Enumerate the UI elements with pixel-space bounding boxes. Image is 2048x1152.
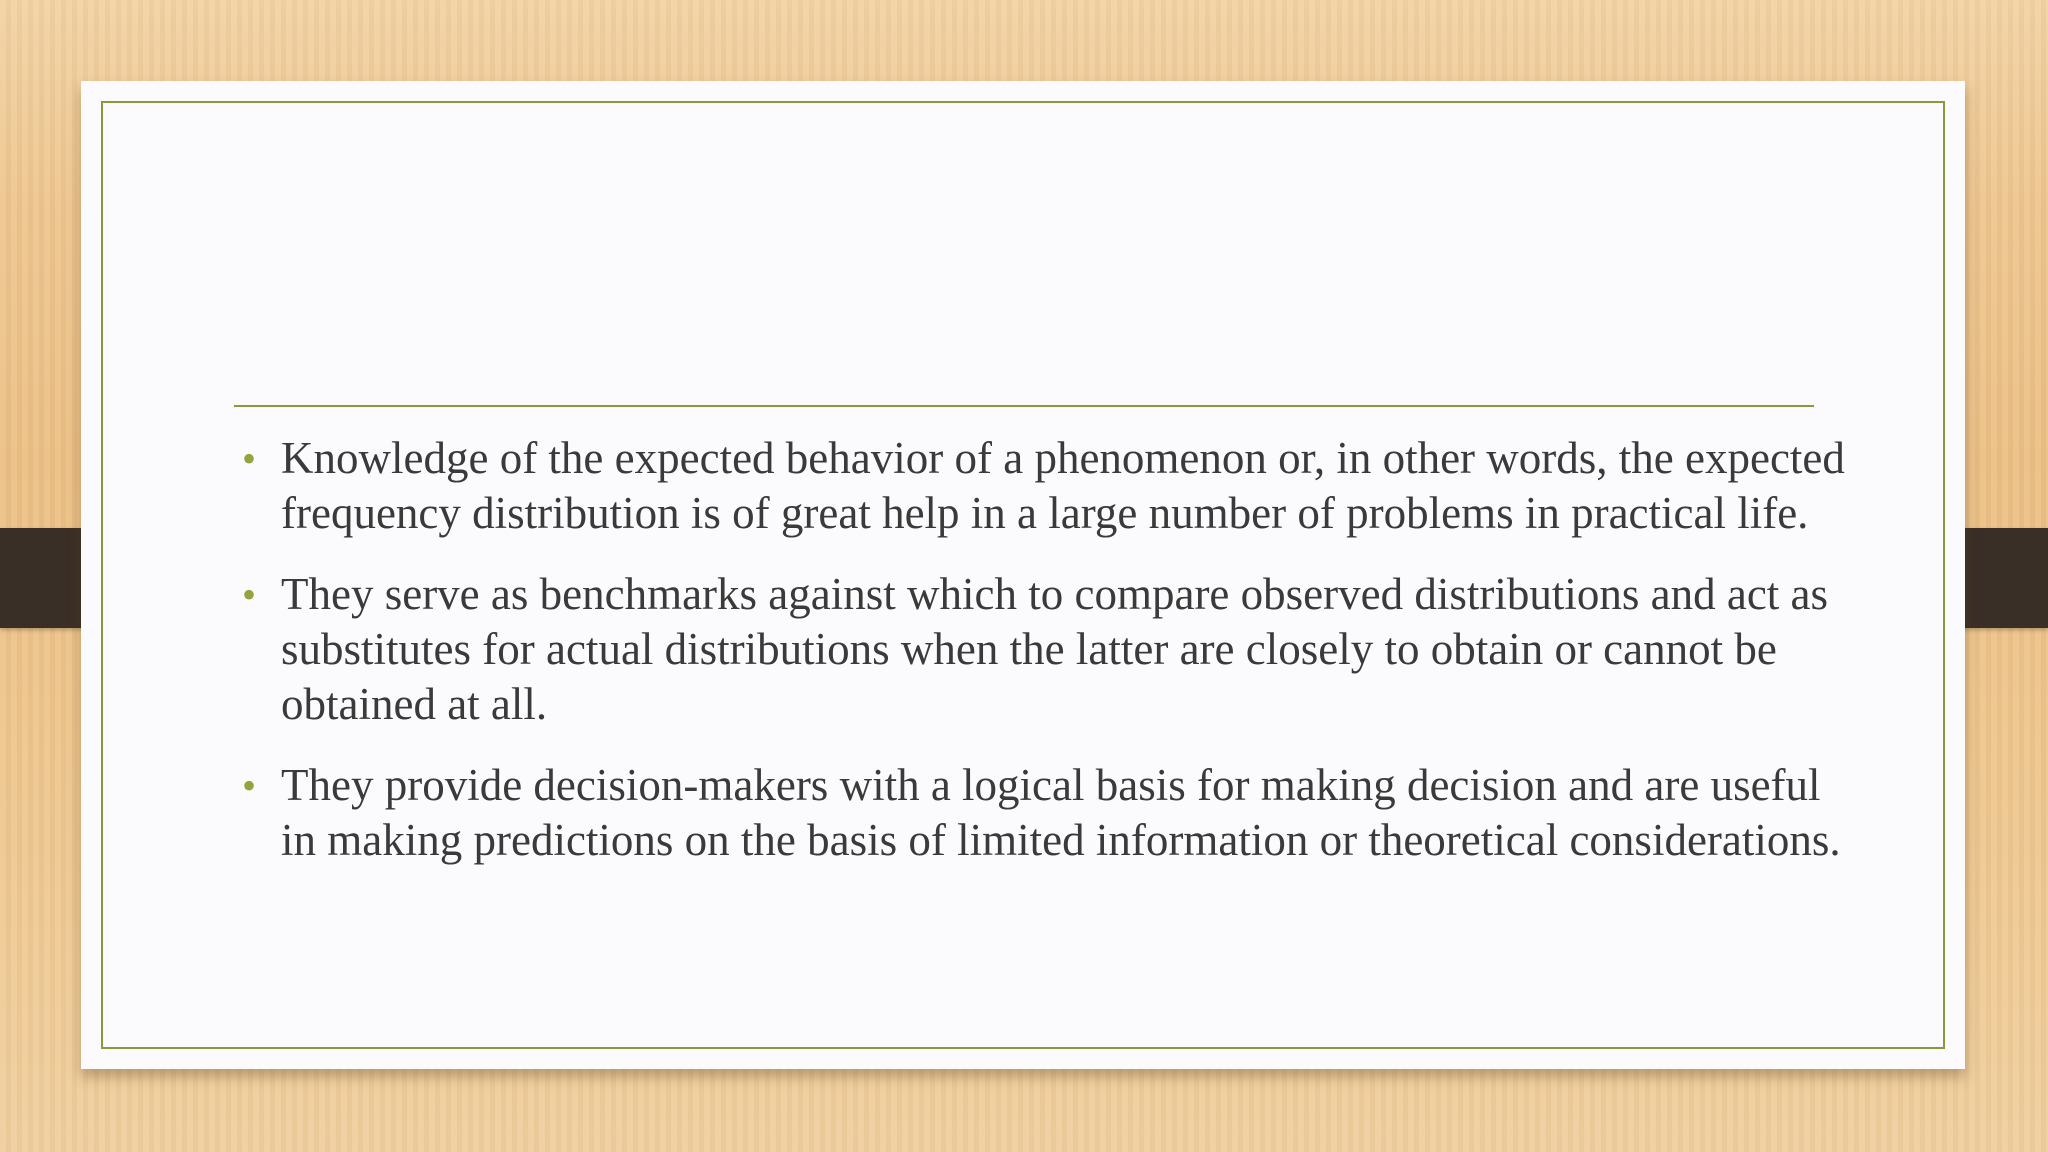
slide bbox=[81, 81, 1965, 1069]
bullet-item-1 bbox=[234, 431, 1854, 541]
bullet-text-1: Knowledge of the expected behavior of a phenomenon or, in other words, the expected frequency distribution is of great help in a large number of problems in practical life. bbox=[281, 433, 1845, 538]
bullet-icon: • bbox=[242, 436, 257, 481]
bullet-icon: • bbox=[242, 572, 257, 617]
bullet-list bbox=[234, 431, 1854, 868]
bullet-text-2: They serve as benchmarks against which to compare observed distributions and act as substitutes for actual distributions when the latter are closely to obtain or cannot be obtained at all. bbox=[281, 569, 1829, 729]
slide-content bbox=[234, 431, 1854, 894]
bullet-icon: • bbox=[242, 763, 257, 808]
title-divider bbox=[234, 405, 1814, 407]
bullet-item-2 bbox=[234, 567, 1854, 732]
bullet-item-3 bbox=[234, 758, 1854, 868]
bullet-text-3: They provide decision-makers with a logical basis for making decision and are useful in making predictions on the basis of limited information or theoretical considerations. bbox=[281, 760, 1841, 865]
